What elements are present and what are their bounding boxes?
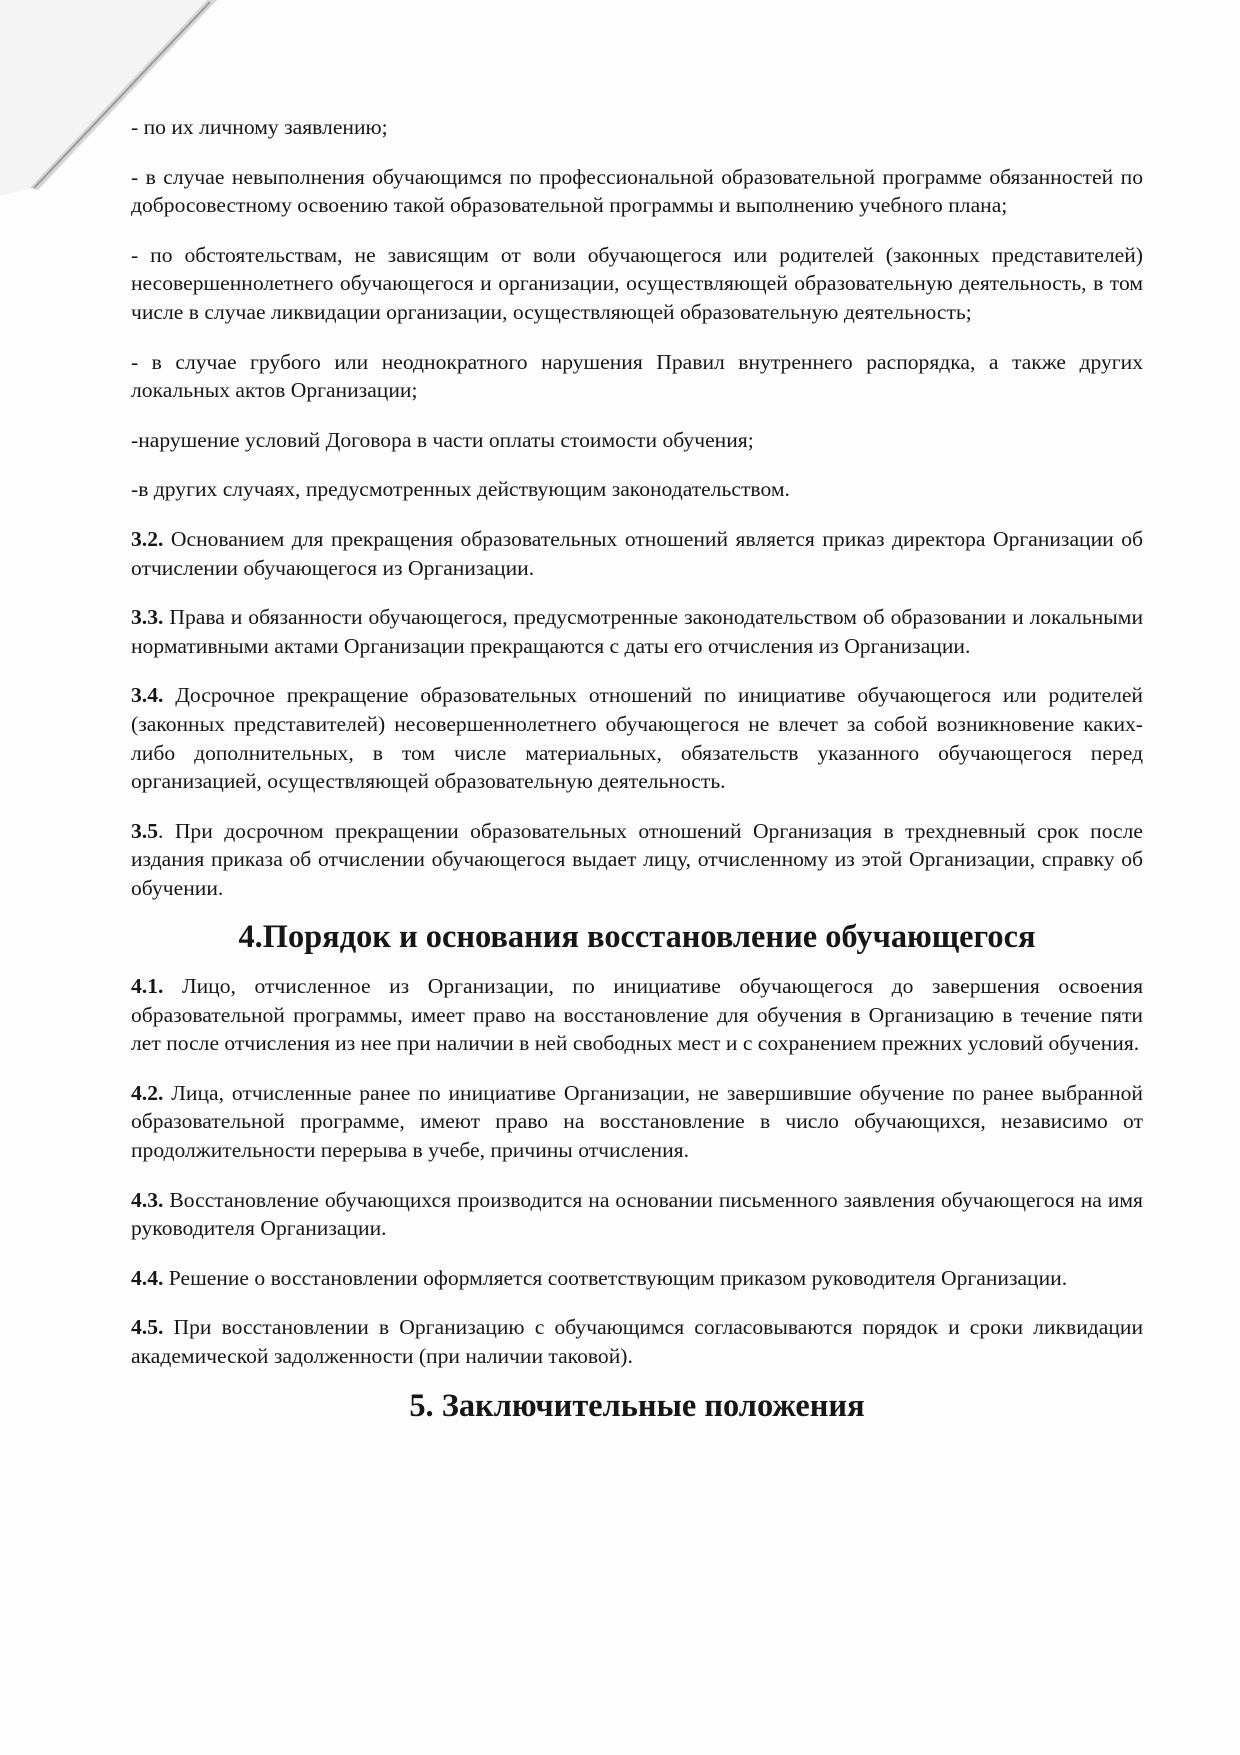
document-body [131, 113, 1143, 1440]
list-item: - по их личному заявлению; [131, 115, 388, 139]
clause-number: 3.2. [131, 526, 164, 551]
clause-number: 3.3. [131, 605, 164, 630]
section-4-heading: 4.Порядок и основания восстановление обучающегося [238, 919, 1036, 956]
clause-text: Решение о восстановлении оформляется соответствующим приказом руководителя Организации. [163, 1265, 1068, 1290]
list-item: -нарушение условий Договора в части оплаты стоимости обучения; [131, 427, 754, 452]
clause-3-3 [131, 603, 1143, 660]
clause-number: 3.5 [131, 818, 158, 843]
clause-4-4 [131, 1264, 1143, 1293]
list-item: -в других случаях, предусмотренных действующим законодательством. [131, 477, 790, 502]
clause-text: . При досрочном прекращении образовательных отношений Организация в трехдневный срок после издания приказа об отчислении обучающегося выдает лицу, отчисленному из этой Организации, справку об обучении. [131, 818, 1143, 900]
list-item: - по обстоятельствам, не зависящим от воли обучающегося или родителей (законных представителей) несовершеннолетнего обучающегося и организации, осуществляющей образовательную деятельность, в том числе в случае ликвидации организации, осуществляющей образовательную деятельность; [131, 242, 1143, 324]
clause-text: Восстановление обучающихся производится на основании письменного заявления обучающегося на имя руководителя Организации. [131, 1187, 1143, 1241]
clause-number: 3.4. [131, 683, 164, 708]
clause-text: Досрочное прекращение образовательных отношений по инициативе обучающегося или родителей (законных представителей) несовершеннолетнего обучающегося не влечет за собой возникновение каких-либо дополнительных, в том числе материальных, обязательств указанного обучающегося перед организацией, осуществляющей образовательную деятельность. [131, 683, 1143, 794]
clause-4-3 [131, 1186, 1143, 1243]
clause-number: 4.2. [131, 1080, 164, 1105]
clause-3-4 [131, 681, 1143, 795]
clause-text: Лицо, отчисленное из Организации, по инициативе обучающегося до завершения освоения образовательной программы, имеет право на восстановление для обучения в Организацию в течение пяти лет после отчисления из нее при наличии в ней свободных мест и с сохранением прежних условий обучения. [131, 974, 1143, 1056]
clause-number: 4.3. [131, 1187, 164, 1212]
list-item: - в случае грубого или неоднократного нарушения Правил внутреннего распорядка, а также других локальных актов Организации; [131, 349, 1143, 403]
clause-3-5 [131, 817, 1143, 903]
clause-number: 4.5. [131, 1315, 164, 1340]
section-5-heading: 5. Заключительные положения [409, 1387, 865, 1424]
clause-3-2 [131, 525, 1143, 582]
clause-text: Лица, отчисленные ранее по инициативе Организации, не завершившие обучение по ранее выбранной образовательной программе, имеют право на восстановление в число обучающихся, независимо от продолжительности перерыва в учебе, причины отчисления. [131, 1080, 1143, 1163]
clause-4-2 [131, 1079, 1143, 1165]
clause-4-5 [131, 1313, 1143, 1370]
clause-4-1 [131, 972, 1143, 1058]
clause-number: 4.4. [131, 1265, 164, 1290]
list-item: - в случае невыполнения обучающимся по профессиональной образовательной программе обязанностей по добросовестному освоению такой образовательной программы и выполнению учебного плана; [131, 164, 1143, 218]
clause-text: Права и обязанности обучающегося, предусмотренные законодательством об образовании и локальными нормативными актами Организации прекращаются с даты его отчисления из Организации. [131, 605, 1143, 658]
clause-text: При восстановлении в Организацию с обучающимся согласовываются порядок и сроки ликвидации академической задолженности (при наличии таковой). [131, 1315, 1143, 1368]
clause-text: Основанием для прекращения образовательных отношений является приказ директора Организации об отчислении обучающегося из Организации. [131, 526, 1143, 580]
clause-number: 4.1. [131, 974, 164, 999]
